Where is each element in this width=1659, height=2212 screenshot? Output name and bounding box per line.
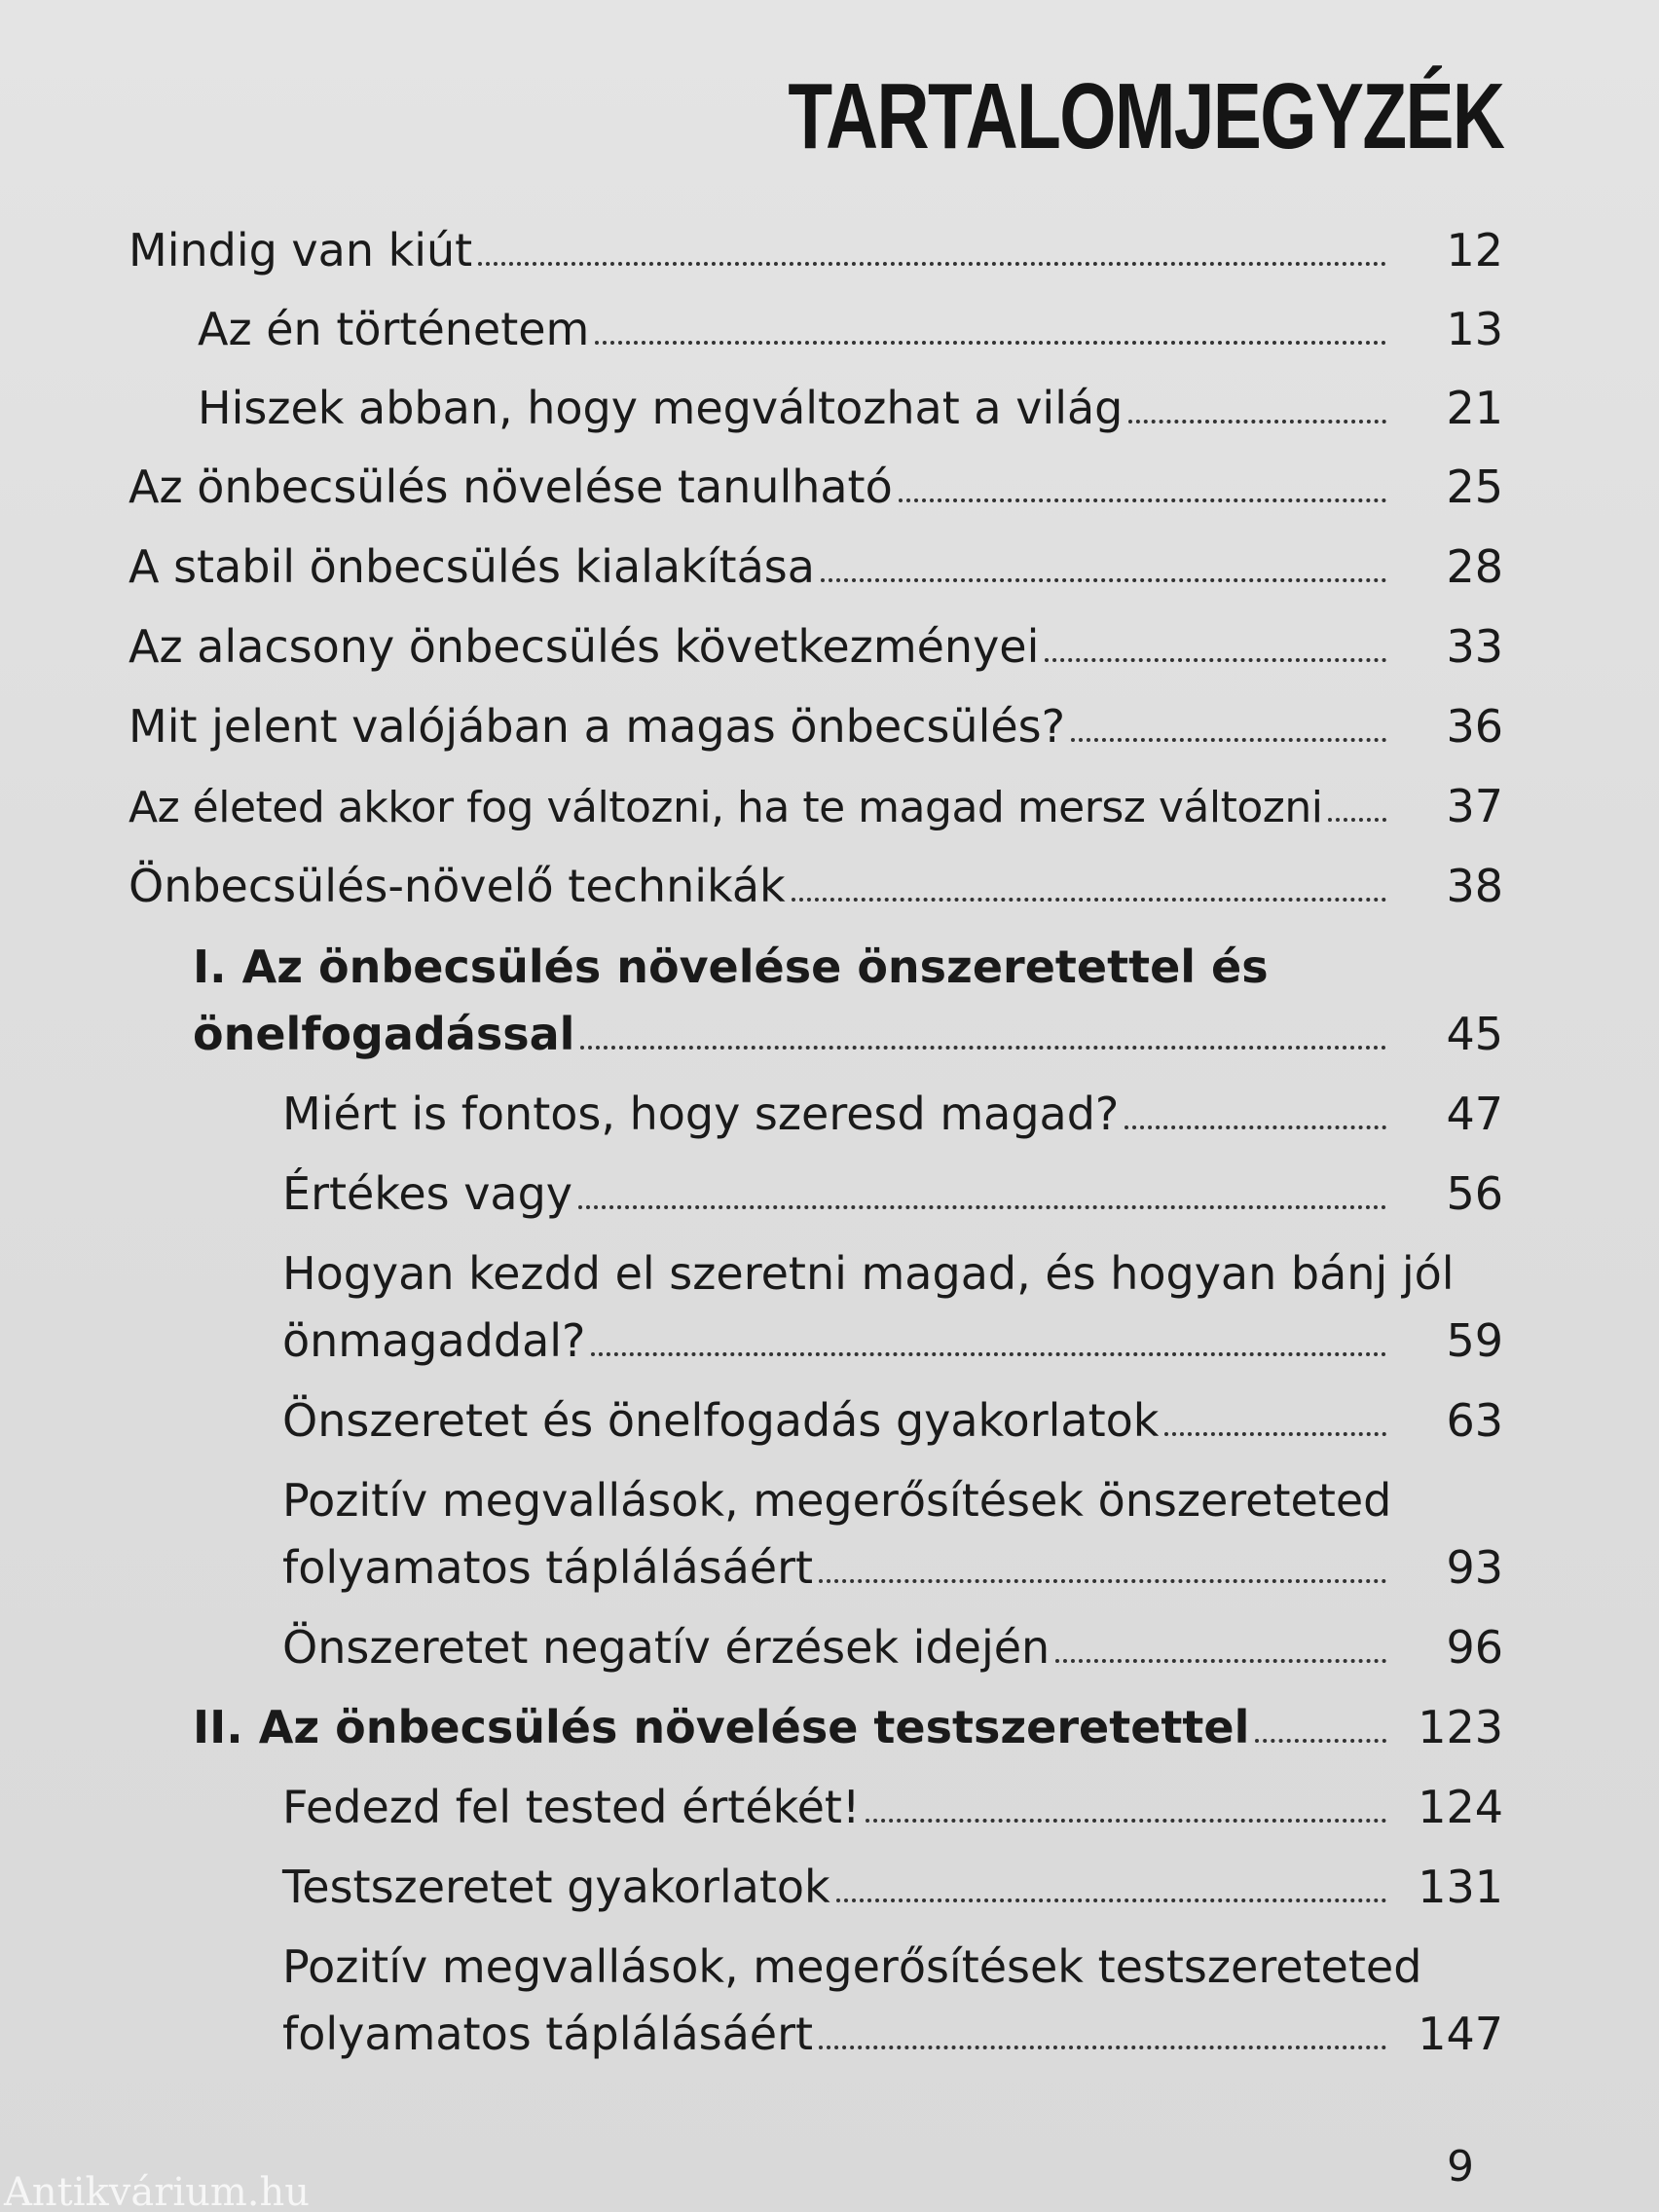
dot-leader <box>1045 658 1386 662</box>
toc-entry-page: 124 <box>1418 1781 1503 1833</box>
toc-entry-label: folyamatos táplálásáért <box>282 1541 814 1594</box>
toc-entry-page: 59 <box>1446 1314 1503 1367</box>
toc-entry-label: II. Az önbecsülés növelése testszeretettel <box>193 1701 1250 1753</box>
toc-entry <box>282 1613 1503 1681</box>
toc-entry-page: 131 <box>1418 1861 1503 1913</box>
toc-entry-label: Önszeretet negatív érzések idején <box>282 1621 1051 1674</box>
toc-entry-page: 37 <box>1446 780 1503 832</box>
toc-entry-label: önmagaddal? <box>282 1314 586 1367</box>
section-heading-line: I. Az önbecsülés növelése önszeretettel és <box>193 940 1269 993</box>
toc-entry-label: Az életed akkor fog változni, ha te magad mersz változni <box>129 783 1323 832</box>
dot-leader <box>819 1579 1386 1583</box>
toc-entry-page: 25 <box>1446 461 1503 513</box>
toc-entry-page: 13 <box>1446 303 1503 355</box>
toc-entry-line: Pozitív megvallások, megerősítések önszereteted <box>282 1474 1392 1527</box>
toc-entry-label: Önszeretet és önelfogadás gyakorlatok <box>282 1394 1160 1447</box>
toc-entry <box>282 1533 1503 1602</box>
toc-entry-page: 123 <box>1418 1701 1503 1753</box>
dot-leader <box>1055 1659 1386 1663</box>
toc-entry-label: Mindig van kiút <box>129 224 473 276</box>
toc-entry-label: Miért is fontos, hogy szeresd magad? <box>282 1088 1120 1140</box>
toc-entry-label: Hiszek abban, hogy megváltozhat a világ <box>198 382 1124 434</box>
toc-entry <box>282 1160 1503 1228</box>
toc-entry-label: Fedezd fel tested értékét! <box>282 1781 861 1833</box>
dot-leader <box>821 578 1386 582</box>
dot-leader <box>478 262 1386 266</box>
toc-entry-label: folyamatos táplálásáért <box>282 2008 814 2060</box>
dot-leader <box>899 498 1386 502</box>
toc-entry <box>282 1080 1503 1148</box>
toc-entry <box>129 533 1503 601</box>
toc-entry <box>282 2000 1503 2068</box>
toc-entry-label: Az én történetem <box>198 303 590 355</box>
dot-leader <box>1255 1739 1386 1743</box>
page-number: 9 <box>1447 2142 1474 2192</box>
toc-entry-label: Az alacsony önbecsülés következményei <box>129 620 1040 673</box>
dot-leader <box>792 898 1386 902</box>
toc-entry <box>129 216 1503 284</box>
page-title: TARTALOMJEGYZÉK <box>787 64 1503 168</box>
toc-entry-label: A stabil önbecsülés kialakítása <box>129 540 815 593</box>
toc-entry <box>198 295 1503 363</box>
toc-entry <box>129 772 1503 842</box>
toc-entry-page: 47 <box>1446 1088 1503 1140</box>
watermark: Antikvárium.hu <box>4 2170 311 2212</box>
dot-leader <box>1328 818 1386 822</box>
toc-entry <box>282 1307 1503 1375</box>
dot-leader <box>819 2046 1386 2049</box>
toc-entry <box>198 374 1503 442</box>
toc-entry-page: 147 <box>1418 2008 1503 2060</box>
toc-entry-label: Az önbecsülés növelése tanulható <box>129 461 893 513</box>
toc-entry-label: Testszeretet gyakorlatok <box>282 1861 830 1913</box>
dot-leader <box>1071 738 1386 742</box>
toc-entry <box>282 1853 1503 1921</box>
toc-entry-page: 93 <box>1446 1541 1503 1594</box>
toc-entry-page: 56 <box>1446 1167 1503 1220</box>
toc-entry <box>193 1000 1503 1068</box>
toc-entry <box>129 612 1503 681</box>
toc-entry-page: 96 <box>1446 1621 1503 1674</box>
toc-entry-label: Értékes vagy <box>282 1167 573 1220</box>
toc-entry <box>129 453 1503 521</box>
toc-entry-page: 21 <box>1446 382 1503 434</box>
toc-entry <box>193 1693 1503 1761</box>
toc-entry <box>129 692 1503 760</box>
dot-leader <box>591 1352 1386 1356</box>
toc-entry-page: 33 <box>1446 620 1503 673</box>
toc-entry-line: Pozitív megvallások, megerősítések testszereteted <box>282 1940 1422 1993</box>
toc-entry-page: 45 <box>1446 1008 1503 1060</box>
dot-leader <box>836 1899 1386 1902</box>
toc-entry-page: 63 <box>1446 1394 1503 1447</box>
toc-entry-label: önelfogadással <box>193 1008 575 1060</box>
toc-entry-label: Önbecsülés-növelő technikák <box>129 860 786 912</box>
toc-entry-page: 12 <box>1446 224 1503 276</box>
dot-leader <box>578 1205 1386 1209</box>
toc-entry-page: 38 <box>1446 860 1503 912</box>
toc-entry <box>129 852 1503 920</box>
toc-entry-page: 28 <box>1446 540 1503 593</box>
toc-entry-line: Hogyan kezdd el szeretni magad, és hogyan bánj jól <box>282 1247 1455 1300</box>
dot-leader <box>580 1046 1386 1050</box>
toc-entry-label: Mit jelent valójában a magas önbecsülés? <box>129 700 1066 753</box>
dot-leader <box>595 341 1386 345</box>
dot-leader <box>1124 1125 1386 1129</box>
toc-entry <box>282 1773 1503 1841</box>
toc-entry <box>282 1386 1503 1455</box>
dot-leader <box>1128 420 1386 424</box>
toc-entry-page: 36 <box>1446 700 1503 753</box>
dot-leader <box>1164 1432 1386 1436</box>
dot-leader <box>866 1819 1386 1823</box>
